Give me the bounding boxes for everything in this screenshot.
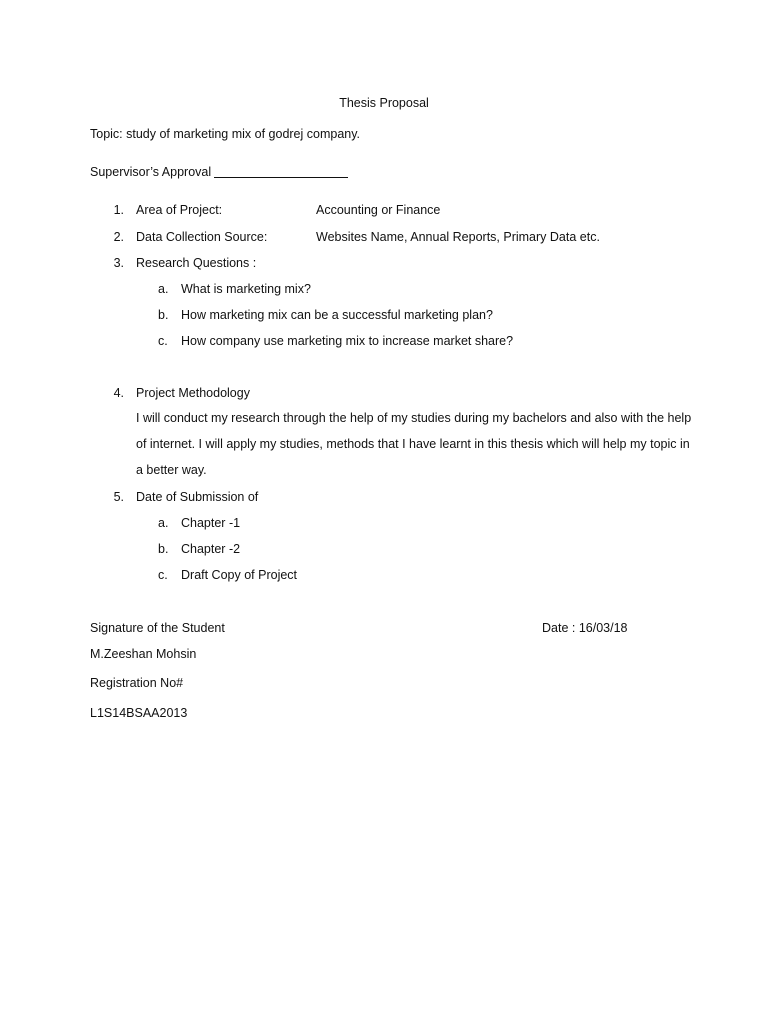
item-number: 1. [113,203,124,217]
supervisor-approval [90,164,348,180]
question-letter: c. [158,334,168,348]
item-number: 5. [113,490,124,504]
item-label: Data Collection Source: [136,230,268,244]
submission-letter: c. [158,568,168,582]
submission-item: Chapter -2 [181,542,241,556]
submission-item: Chapter -1 [181,516,241,530]
topic-line: Topic: study of marketing mix of godrej company. [90,127,361,141]
submission-item: Draft Copy of Project [181,568,298,582]
question-letter: b. [158,308,169,322]
item-number: 4. [113,386,124,400]
methodology-paragraph: I will conduct my research through the help of my studies during my bachelors and also with the help of internet. I will apply my studies, methods that I have learnt in this thesis which will help my topic in a better way. [136,411,692,477]
item-number: 2. [113,230,124,244]
submission-letter: a. [158,516,169,530]
submission-letter: b. [158,542,169,556]
item-label: Area of Project: [136,203,223,217]
item-label: Research Questions : [136,256,257,270]
item-value: Websites Name, Annual Reports, Primary Data etc. [316,230,600,244]
item-value: Accounting or Finance [316,203,441,217]
item-label: Date of Submission of [136,490,259,504]
research-question: How marketing mix can be a successful marketing plan? [181,308,493,322]
document-title: Thesis Proposal [339,96,429,110]
question-letter: a. [158,282,169,296]
signature-blank-line [214,165,348,178]
research-question: What is marketing mix? [181,282,311,296]
item-label: Project Methodology [136,386,250,400]
supervisor-approval-label: Supervisor’s Approval [90,165,212,179]
item-number: 3. [113,256,124,270]
registration-number: L1S14BSAA2013 [90,706,188,720]
signature-label: Signature of the Student [90,621,225,635]
submission-date: Date : 16/03/18 [542,621,628,635]
student-name: M.Zeeshan Mohsin [90,647,197,661]
registration-label: Registration No# [90,676,184,690]
research-question: How company use marketing mix to increase market share? [181,334,514,348]
